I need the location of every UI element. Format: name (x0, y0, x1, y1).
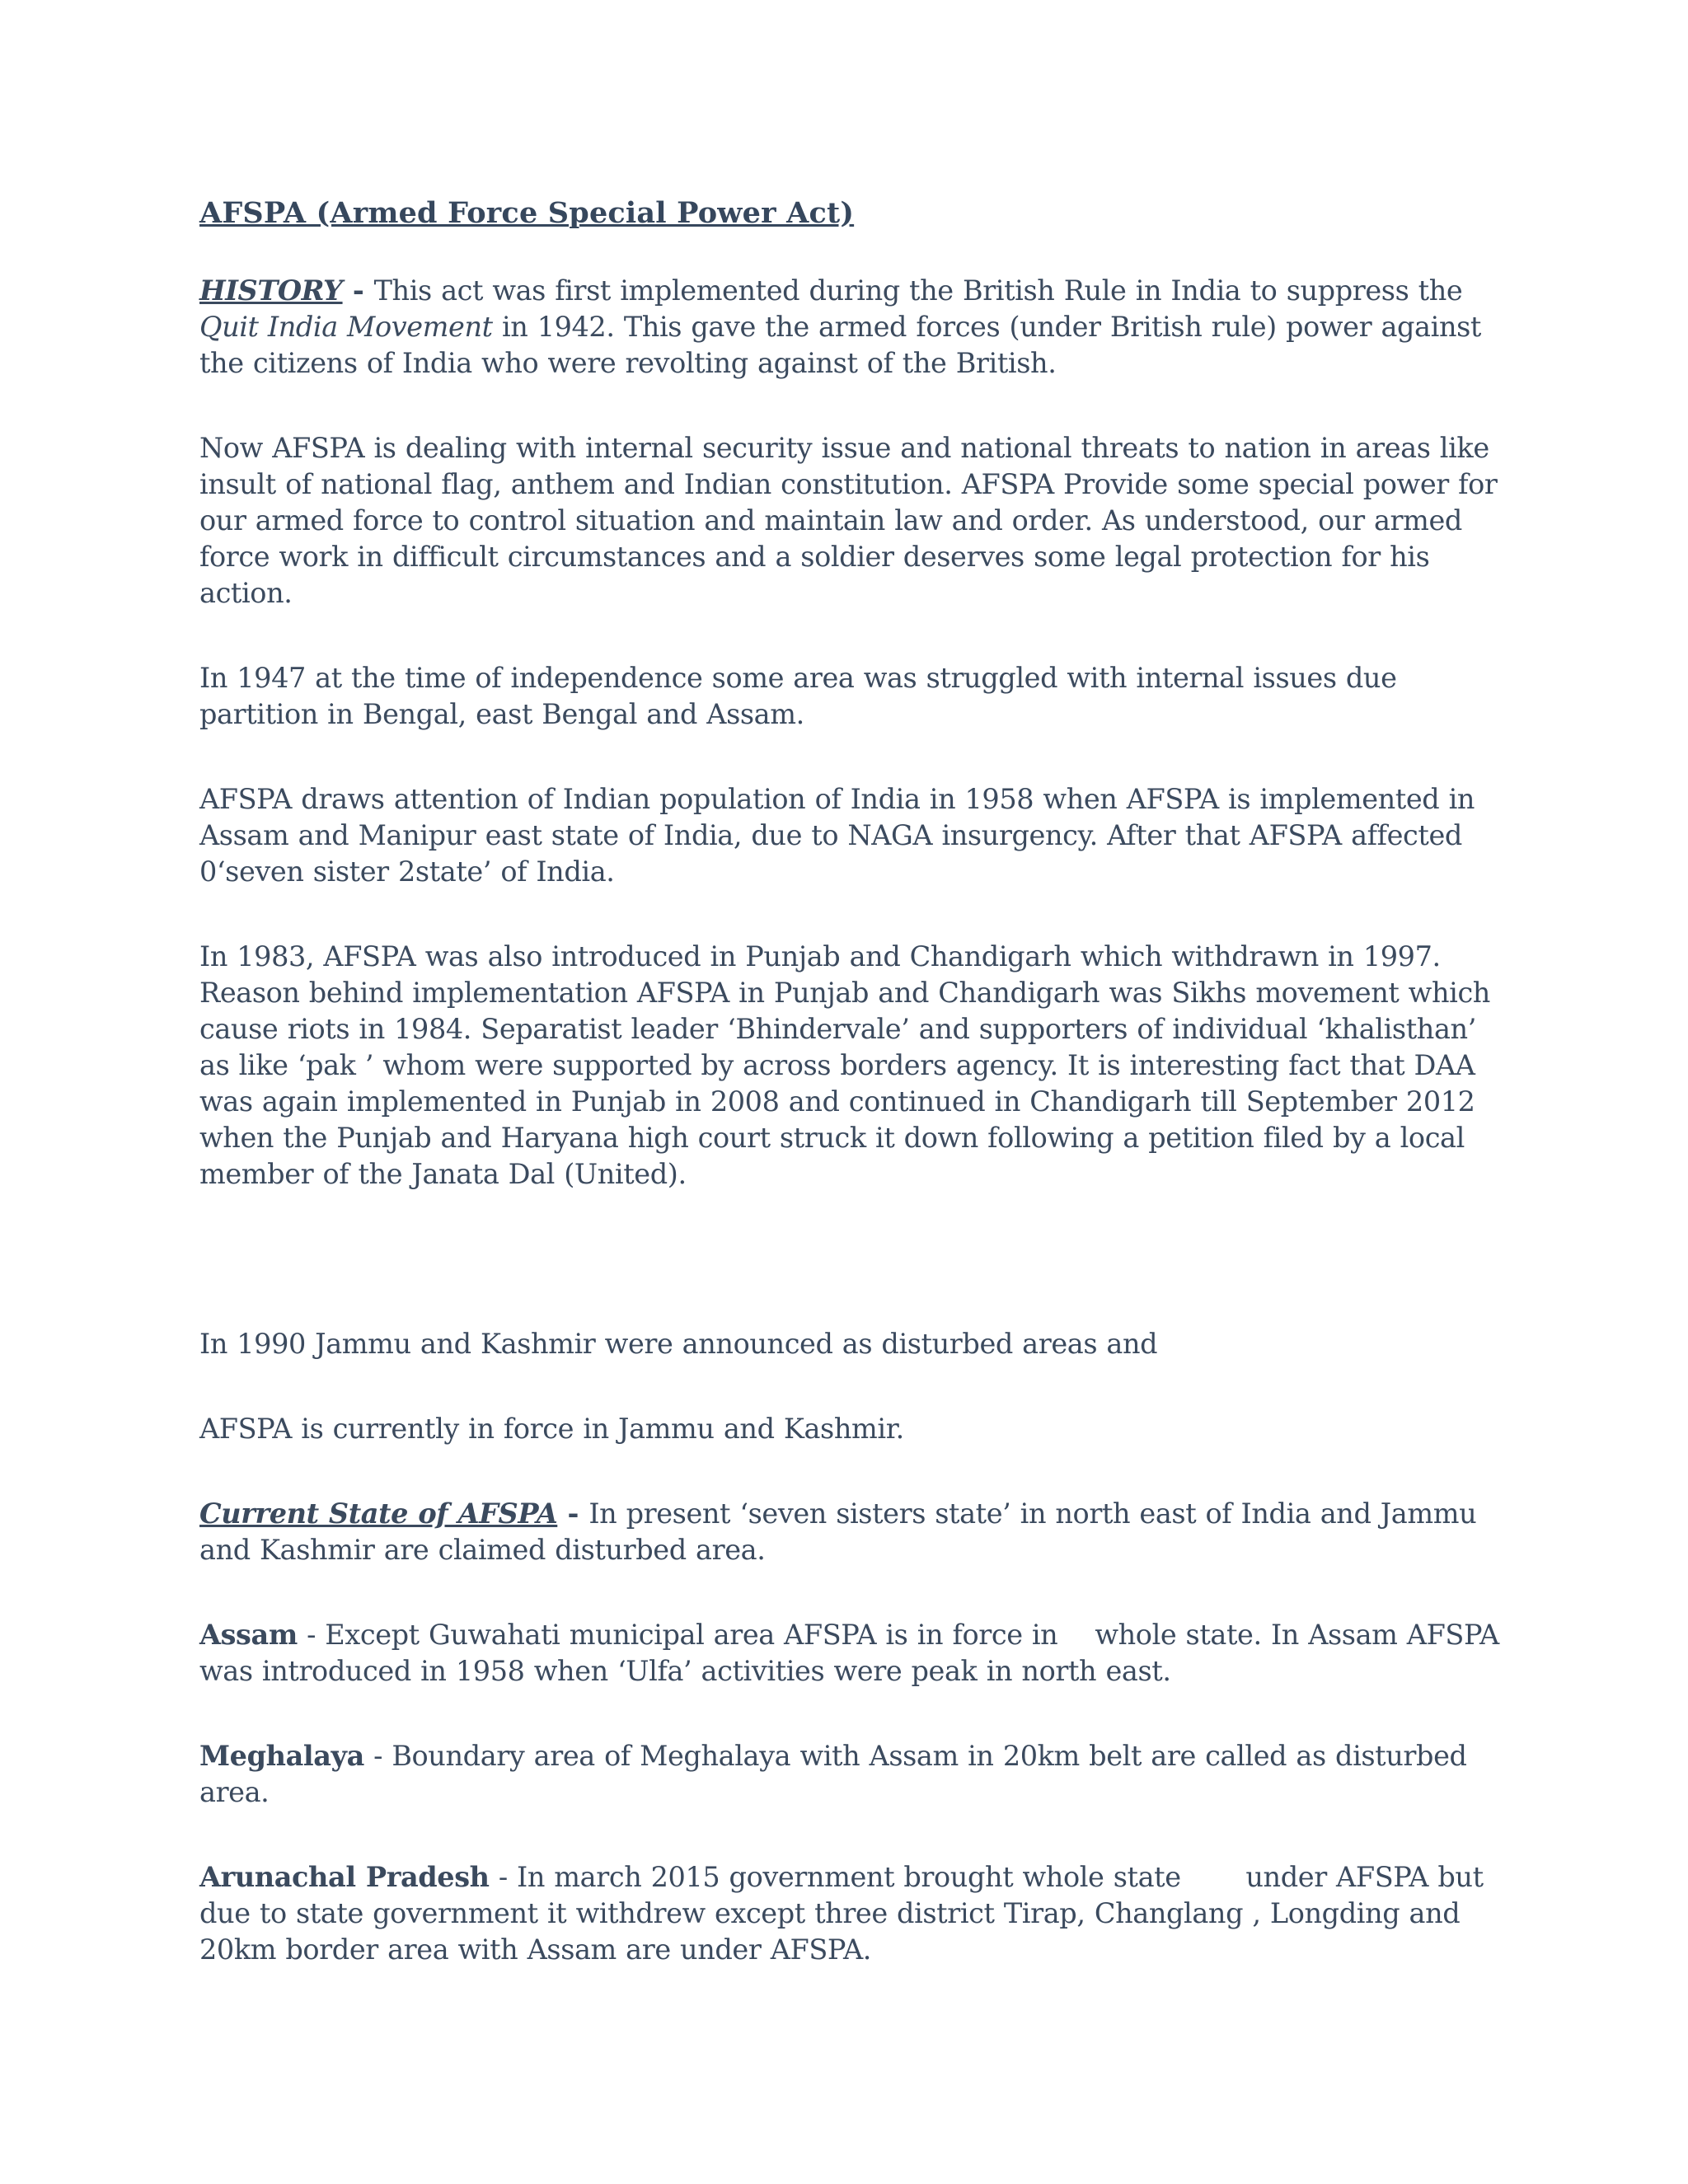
paragraph-1958: AFSPA draws attention of Indian population of India in 1958 when AFSPA is implemented in Assam and Manipur east state of India, due to NAGA insurgency. After that AFSPA affected 0‘seven sister 2state’ of India. (199, 783, 1475, 888)
quit-india-movement: Quit India Movement (199, 311, 493, 343)
history-text-b: in 1942. This gave the armed forces (under British rule) power against the citizens of India who were revolting against of the British. (199, 311, 1481, 379)
history-paragraph (199, 273, 1502, 382)
history-text-a: This act was first implemented during the British Rule in India to suppress the (373, 274, 1463, 307)
blank-space (199, 1241, 1502, 1326)
document-title: AFSPA (Armed Force Special Power Act) (199, 196, 855, 230)
state-assam (199, 1617, 1509, 1690)
paragraph-1990: In 1990 Jammu and Kashmir were announced as disturbed areas and (199, 1328, 1158, 1360)
state-meghalaya (199, 1738, 1502, 1811)
paragraph-jammu-kashmir: AFSPA is currently in force in Jammu and Kashmir. (199, 1413, 904, 1445)
state-separator: - (297, 1619, 326, 1651)
state-text: Except Guwahati municipal area AFSPA is in force in whole state. In Assam AFSPA was introduced in 1958 when ‘Ulfa’ activities were peak in north east. (199, 1619, 1509, 1687)
current-state-paragraph (199, 1496, 1502, 1568)
history-separator: - (342, 274, 374, 307)
current-state-text: In present ‘seven sisters state’ in north east of India and Jammu and Kashmir are claimed disturbed area. (199, 1497, 1477, 1566)
state-arunachal-pradesh (199, 1859, 1502, 1968)
state-name: Meghalaya (199, 1740, 364, 1772)
state-name: Assam (199, 1619, 298, 1651)
current-state-heading: Current State of AFSPA (199, 1497, 558, 1530)
paragraph-punjab: In 1983, AFSPA was also introduced in Punjab and Chandigarh which withdrawn in 1997. Reason behind implementation AFSPA in Punjab and Chandigarh was Sikhs movement which cause riots in 1984. Separatist leader ‘Bhindervale’ and supporters of individual ‘khalisthan’ as like ‘pak ’ whom were supported by across borders agency. It is interesting fact that DAA was again implemented in Punjab in 2008 and continued in Chandigarh till September 2012 when the Punjab and Haryana high court struck it down following a petition filed by a local member of the Janata Dal (United). (199, 940, 1490, 1190)
paragraph-independence: In 1947 at the time of independence some area was struggled with internal issues due partition in Bengal, east Bengal and Assam. (199, 662, 1397, 730)
state-text: Boundary area of Meghalaya with Assam in 20km belt are called as disturbed area. (199, 1740, 1467, 1808)
state-name: Arunachal Pradesh (199, 1861, 490, 1893)
state-separator: - (489, 1861, 518, 1893)
state-separator: - (363, 1740, 392, 1772)
history-heading: HISTORY (199, 274, 343, 307)
current-state-separator: - (557, 1497, 589, 1530)
paragraph-internal-security: Now AFSPA is dealing with internal security issue and national threats to nation in areas like insult of national flag, anthem and Indian constitution. AFSPA Provide some special power for our armed force to control situation and maintain law and order. As understood, our armed force work in difficult circumstances and a soldier deserves some legal protection for his action. (199, 432, 1498, 609)
document-page (199, 196, 1509, 2017)
state-text: In march 2015 government brought whole state under AFSPA but due to state government it withdrew except three district Tirap, Changlang , Longding and 20km border area with Assam are under AFSPA. (199, 1861, 1493, 1966)
